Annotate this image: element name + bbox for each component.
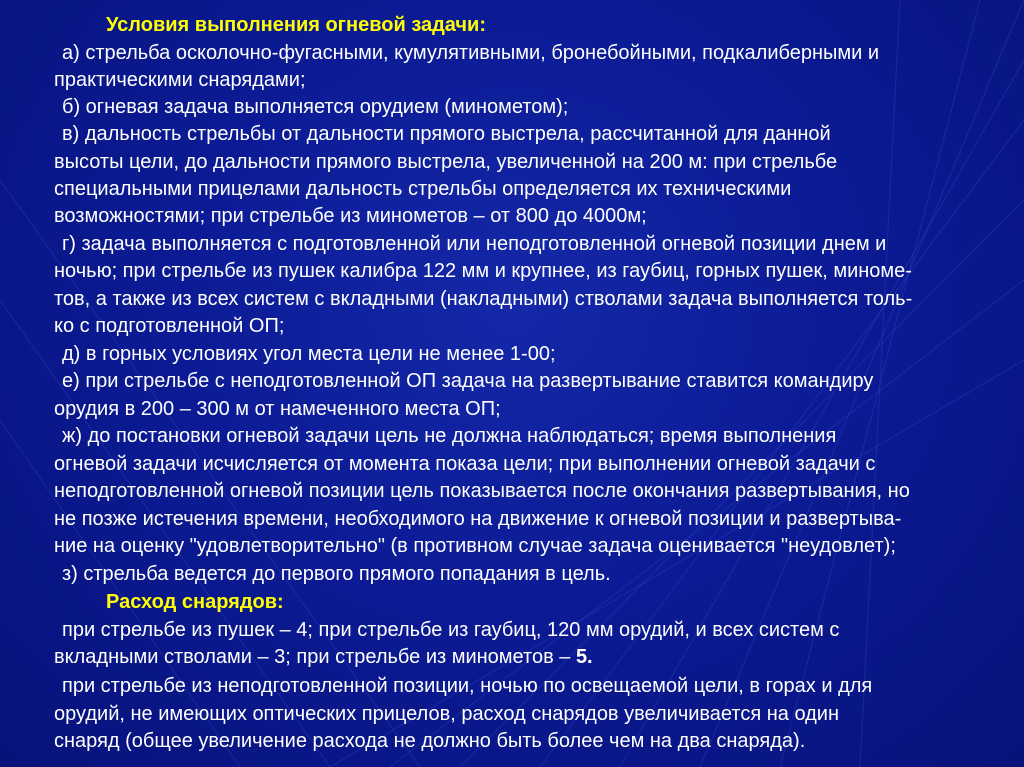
text-line: б) огневая задача выполняется орудием (минометом);	[62, 96, 569, 118]
text-line: а) стрельба осколочно-фугасными, кумулятивными, бронебойными, подкалиберными и	[62, 42, 880, 64]
heading-conditions: Условия выполнения огневой задачи:	[106, 14, 486, 36]
text-line: не позже истечения времени, необходимого на движение к огневой позиции и развертыва-	[54, 508, 902, 530]
text-line: высоты цели, до дальности прямого выстрела, увеличенной на 200 м: при стрельбе	[54, 151, 838, 173]
text-line: ж) до постановки огневой задачи цель не должна наблюдаться; время выполнения	[62, 425, 837, 447]
text-line: при стрельбе из пушек – 4; при стрельбе из гаубиц, 120 мм орудий, и всех систем с	[62, 619, 840, 641]
text-line: ние на оценку "удовлетворительно" (в противном случае задача оценивается "неудовлет);	[54, 535, 896, 557]
text-line: ко с подготовленной ОП;	[54, 315, 285, 337]
text-line: е) при стрельбе с неподготовленной ОП задача на развертывание ставится командиру	[62, 370, 874, 392]
text-line: ночью; при стрельбе из пушек калибра 122 мм и крупнее, из гаубиц, горных пушек, миноме-	[54, 260, 912, 282]
bold-value: 5.	[575, 646, 593, 668]
text-line: огневой задачи исчисляется от момента показа цели; при выполнении огневой задачи с	[54, 453, 876, 475]
text-segment: вкладными стволами – 3; при стрельбе из минометов –	[54, 646, 576, 668]
text-line: в) дальность стрельбы от дальности прямого выстрела, рассчитанной для данной	[62, 123, 831, 145]
heading-ammo-consumption: Расход снарядов:	[106, 591, 284, 613]
text-line: тов, а также из всех систем с вкладными (накладными) стволами задача выполняется толь-	[54, 288, 913, 310]
text-line: неподготовленной огневой позиции цель показывается после окончания развертывания, но	[54, 480, 910, 502]
text-line: г) задача выполняется с подготовленной или неподготовленной огневой позиции днем и	[62, 233, 887, 255]
text-line: практическими снарядами;	[54, 69, 306, 91]
text-line: орудия в 200 – 300 м от намеченного места ОП;	[54, 398, 501, 420]
text-line: возможностями; при стрельбе из минометов – от 800 до 4000м;	[54, 205, 647, 227]
text-line: д) в горных условиях угол места цели не менее 1-00;	[62, 343, 556, 365]
text-line: орудий, не имеющих оптических прицелов, расход снарядов увеличивается на один	[54, 703, 840, 725]
text-line: специальными прицелами дальность стрельбы определяется их техническими	[54, 178, 792, 200]
text-line: снаряд (общее увеличение расхода не должно быть более чем на два снаряда).	[54, 730, 806, 752]
text-line-with-bold	[54, 644, 593, 670]
text-line: з) стрельба ведется до первого прямого попадания в цель.	[62, 563, 611, 585]
text-line: при стрельбе из неподготовленной позиции, ночью по освещаемой цели, в горах и для	[62, 675, 873, 697]
